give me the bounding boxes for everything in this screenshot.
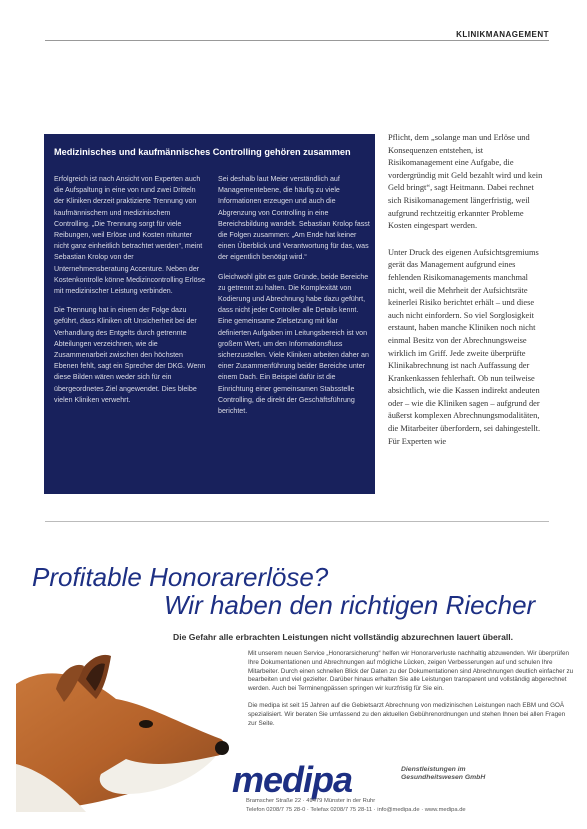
info-box xyxy=(44,134,375,494)
section-label: KLINIKMANAGEMENT xyxy=(456,30,549,39)
contact-address xyxy=(246,797,466,815)
ad-headline: Profitable Honorarerlöse? xyxy=(32,562,329,592)
fox-image xyxy=(16,644,232,812)
info-box-column-right xyxy=(218,174,370,425)
medipa-logo: medipa xyxy=(232,759,353,800)
ad-subline: Die Gefahr alle erbrachten Leistungen nicht vollständig abzurechnen lauert überall. xyxy=(173,632,514,642)
paragraph: Gleichwohl gibt es gute Gründe, beide Bereiche zu getrennt zu halten. Die Komplexität von Kodierung und Abrechnung habe dazu geführt, dass nicht jeder Controller alle Details kennt. Eine gemeinsame Zielsetzung mit klar definierten Aufgaben im Leitungsbereich ist von großem Wert, um den Informationsfluss sicherzustellen. Viele Kliniken arbeiten daher an einer Zusammenführung beider Bereiche unter einem Dach. Ein Beispiel dafür ist die Einrichtung einer gemeinsamen Stabsstelle Controlling, die direkt der Geschäftsführung berichtet. xyxy=(218,272,369,416)
paragraph: Die medipa ist seit 15 Jahren auf die Gebietsarzt Abrechnung von medizinischen Leistungen nach EBM und GOÄ spezialisiert. Wir beraten Sie umfassend zu den aktuellen Gebührenordnungen und stehen Ihnen bei allen Fragen zur Seite. xyxy=(248,701,566,727)
ad-headline-secondary: Wir haben den richtigen Riecher xyxy=(164,590,536,620)
paragraph: Sei deshalb laut Meier verständlich auf Managementebene, die häufig zu viele Informationen erzeugen und auch die Abgrenzung von Controlling in eine Bereichsbildung wandelt. Sebastian Krolop fasst die Folgen zusammen: „Am Ende hat keiner einen Überblick und Verantwortung für das, was der eigentlich benötigt wird.“ xyxy=(218,175,370,262)
paragraph: Mit unserem neuen Service „Honorarsicherung“ helfen wir Honorarverluste nachhaltig abzuwenden. Wir überprüfen Ihre Dokumentationen und Abrechnungen auf mögliche Lücken, zeigen Verbesserungen auf und schulen Ihre Mitarbeiter. Durch einen schnellen Blick der Daten zu der Dokumentationen sind Abrechnungen deutlich einfacher zu bearbeiten und viel gezielter. Darüber hinaus erhalten Sie alle Leistungen transparent und vollständig abgerechnet werden. Auch bei Terminengpässen springen wir kurzfristig für Sie ein. xyxy=(248,650,574,693)
logo-tagline-line: Gesundheitswesen GmbH xyxy=(401,774,486,781)
info-box-column-left xyxy=(54,174,206,414)
logo-tagline xyxy=(401,766,485,782)
paragraph: Unter Druck des eigenen Aufsichtsgremiums gerät das Management aufgrund eines fehlenden Risikomanagements manchmal nicht, weil die Mehrheit der Aufsichtsräte keinerlei Risiko berichtet erhält – und diese auch nicht einfordern. So viel Sorglosigkeit erstaunt, haben manche Kliniken noch nicht einmal Besitz von der Abrechnungsweise wirklich im Griff. Jede zweite überprüfte Klinikabrechnung ist nach Auffassung der Krankenkassen fehlerhaft. Ob nun teilweise absichtlich, wie die Kassen indirekt andeuten oder – wie die Kliniken sagen – aufgrund der äußerst komplexen Abrechnungsmodalitäten, die Mitarbeiter überfordern, sei dahingestellt. Für Experten wie xyxy=(388,247,541,446)
top-divider xyxy=(45,40,549,41)
paragraph: Pflicht, dem „solange man und Erlöse und Konsequenzen entstehen, ist Risikomanagement eine Aufgabe, die vordergründig mit Geld bezahlt wird und kein Geld bringt“, sagt Heitmann. Dabei rechnet sich Risikomanagement längerfristig, weil aufgrund rechtzeitig erkannter Probleme Kosten eingespart werden. xyxy=(388,133,543,231)
advertisement xyxy=(16,560,586,825)
mid-divider xyxy=(45,521,549,522)
article-column xyxy=(388,132,548,462)
info-box-title: Medizinisches und kaufmännisches Controlling gehören zusammen xyxy=(54,147,351,157)
address-line: Telefon 0208/7 75 28-0 · Telefax 0208/7 75 28-11 · info@medipa.de · www.medipa.de xyxy=(246,807,466,813)
logo-tagline-line: Dienstleistungen im xyxy=(401,766,466,773)
paragraph: Die Trennung hat in einem der Folge dazu geführt, dass Kliniken oft Unsicherheit bei der Verhandlung des Entgelts durch getrennte Abteilungen verzeichnen, wie die Zusammenarbeit zwischen den höchsten Ebenen fehlt, sagt ein Sprecher der DKG. Wenn diese Bilden wären weder sich für ein übergeordnetes Ziel angewendet. Dies bleibe vielen Kliniken verwehrt. xyxy=(54,306,206,404)
ad-body xyxy=(248,650,574,736)
paragraph: Erfolgreich ist nach Ansicht von Experten auch die Aufspaltung in eine von rund zwei Dritteln der Kliniken derzeit praktizierte Trennung von kaufmännischem und medizinischem Controlling. „Die Trennung sorgt für viele Reibungen, weil Erlöse und Kosten mitunter nicht ganz einheitlich betrachtet werden“, meint Sebastian Krolop von der Unternehmensberatung Accenture. Neben der Kostenkontrolle könne Medizincontrolling Erlöse mit medizinischer Leistung verbinden. xyxy=(54,175,206,296)
address-line: Bramscher Straße 22 · 49479 Münster in der Ruhr xyxy=(246,798,376,804)
